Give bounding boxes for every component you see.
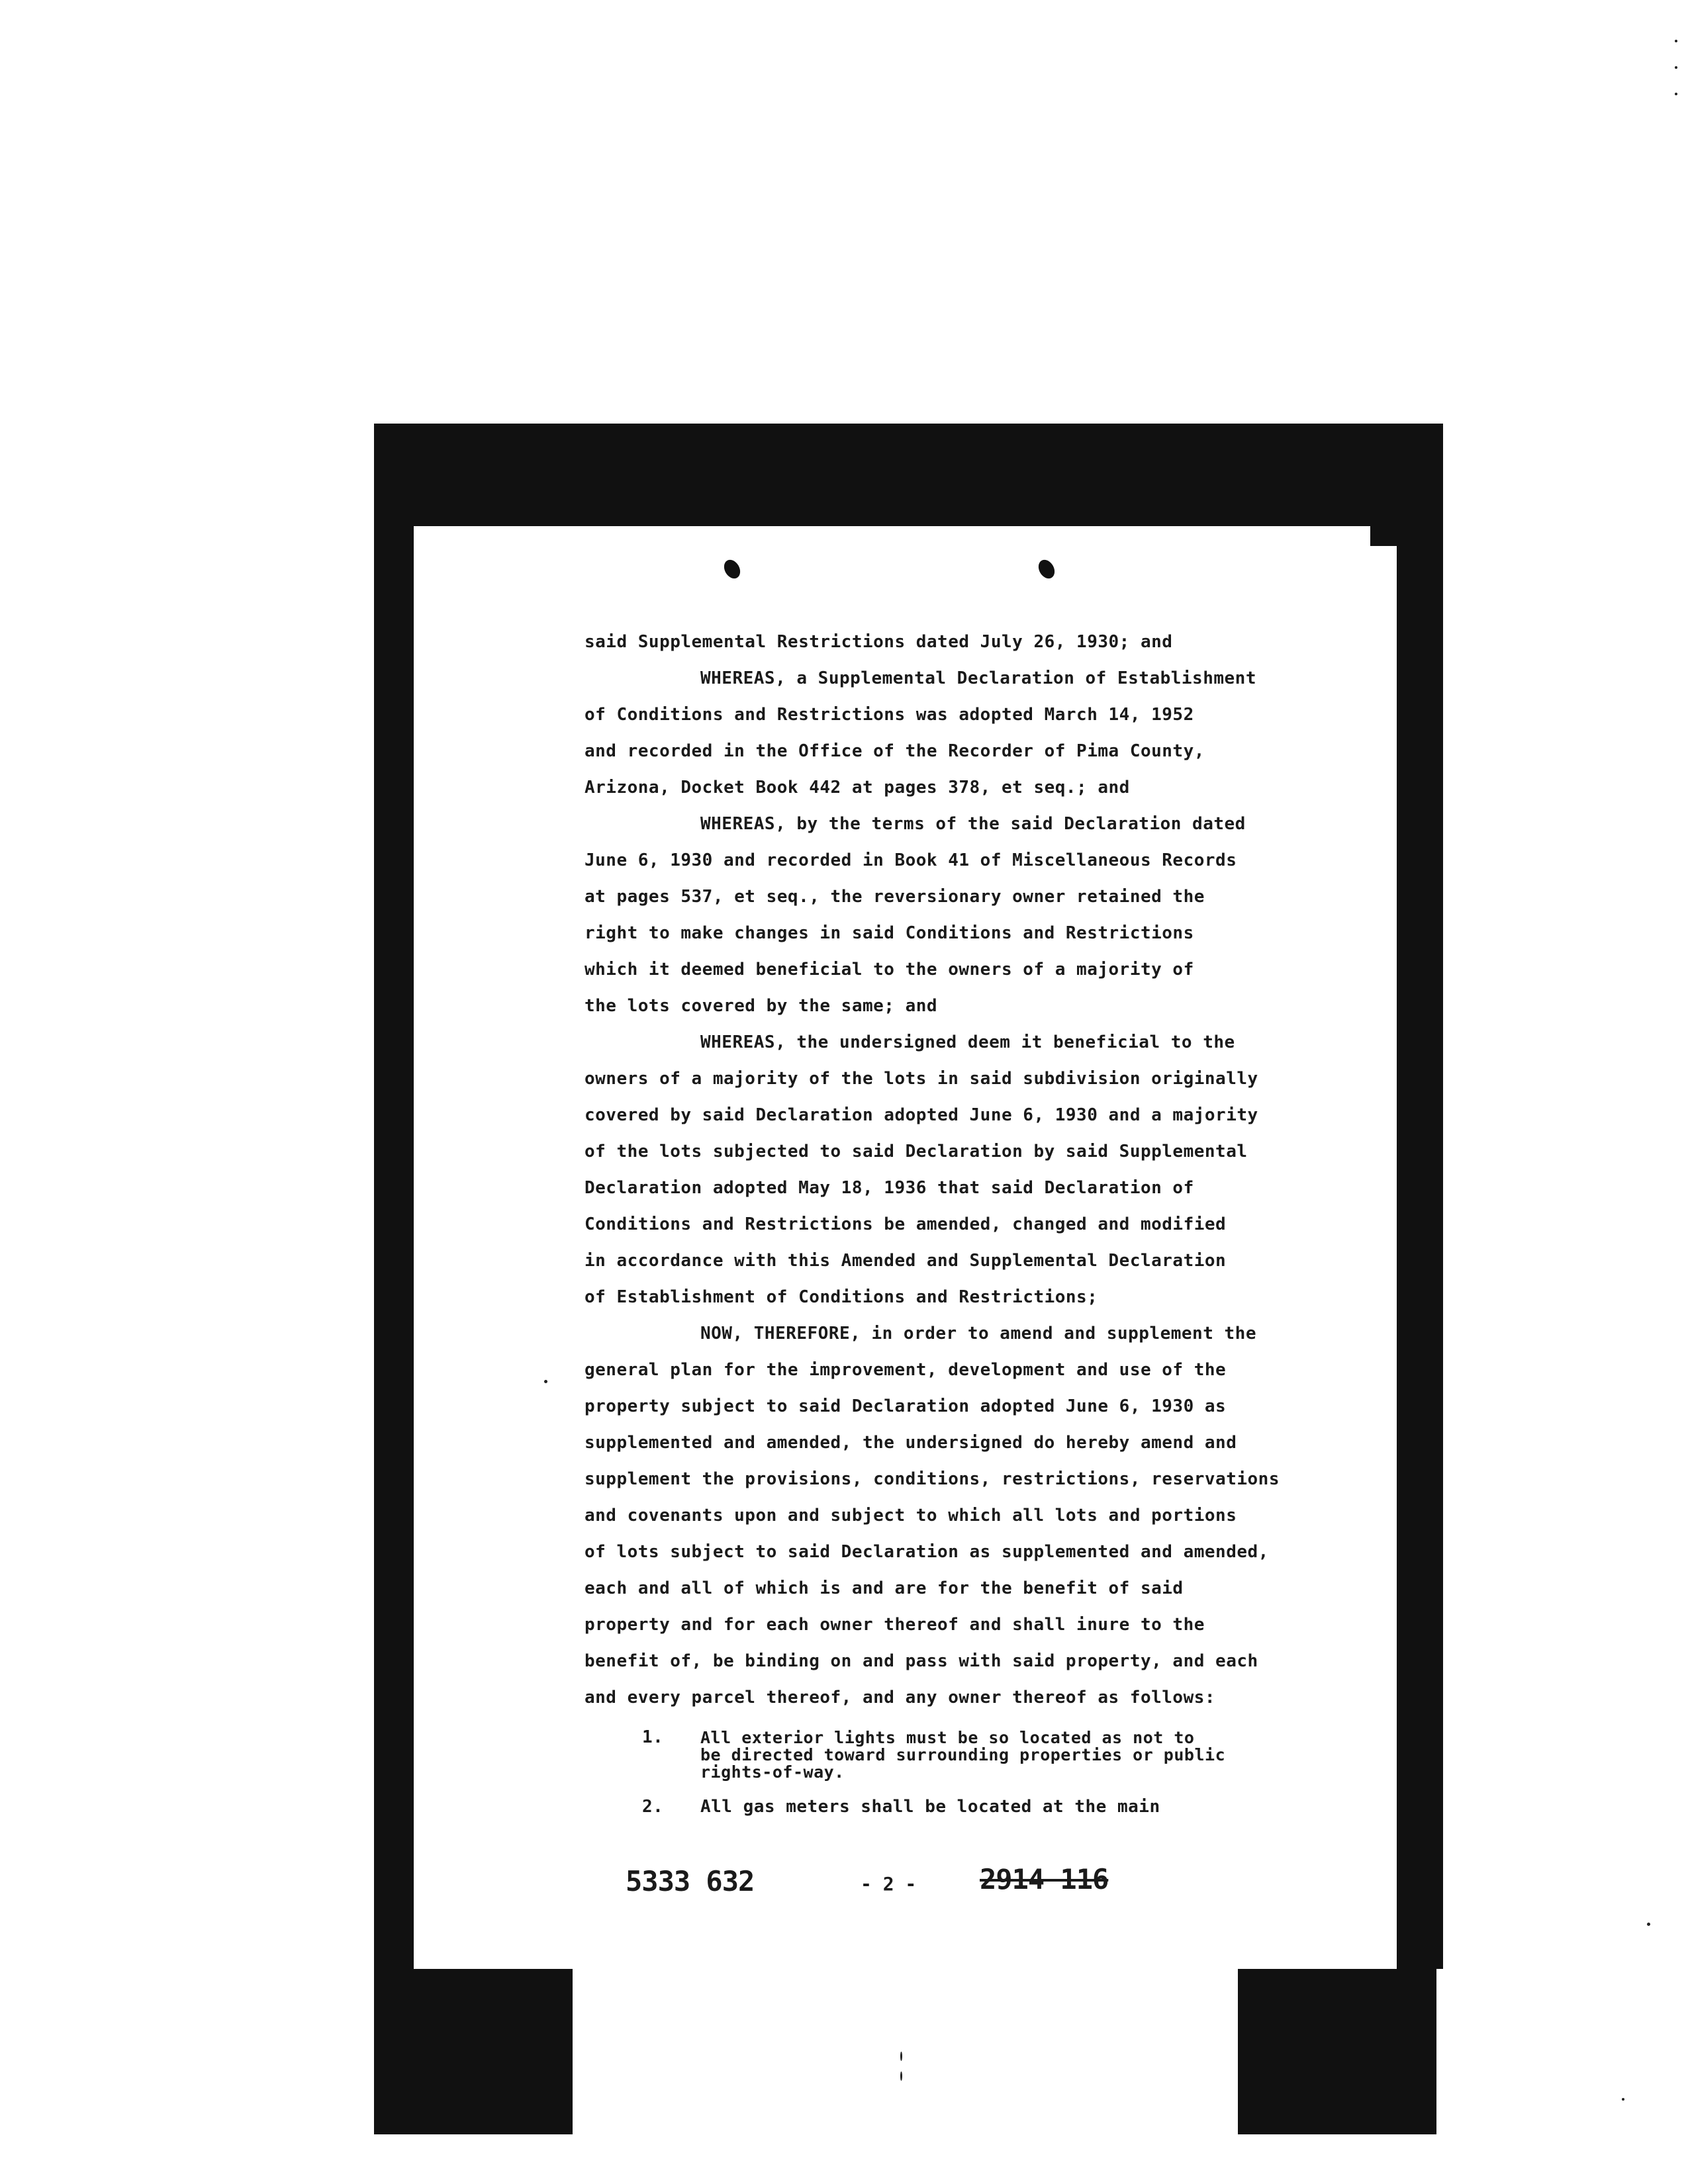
scan-border-right — [1397, 424, 1443, 1969]
text-line: and covenants upon and subject to which all lots and portions — [585, 1506, 1237, 1525]
text-line: owners of a majority of the lots in said subdivision originally — [585, 1069, 1258, 1089]
text-line: supplemented and amended, the undersigned do hereby amend and — [585, 1433, 1237, 1453]
text-line: covered by said Declaration adopted June 6, 1930 and a majority — [585, 1105, 1258, 1125]
text-line: at pages 537, et seq., the reversionary owner retained the — [585, 887, 1205, 907]
text-line: the lots covered by the same; and — [585, 996, 938, 1016]
text-line: and recorded in the Office of the Recorder of Pima County, — [585, 741, 1205, 761]
text-line: WHEREAS, by the terms of the said Declaration dated — [700, 814, 1246, 834]
text-line: benefit of, be binding on and pass with said property, and each — [585, 1651, 1258, 1671]
text-line: Conditions and Restrictions be amended, changed and modified — [585, 1214, 1227, 1234]
text-line: property and for each owner thereof and shall inure to the — [585, 1615, 1205, 1635]
text-line: each and all of which is and are for the benefit of said — [585, 1578, 1184, 1598]
text-line: Arizona, Docket Book 442 at pages 378, et seq.; and — [585, 778, 1130, 797]
recording-stamp-left: 5333 632 — [626, 1865, 755, 1897]
list-item-text: All gas meters shall be located at the main — [700, 1797, 1160, 1817]
text-line: NOW, THEREFORE, in order to amend and supplement the — [700, 1324, 1256, 1343]
text-line: of Conditions and Restrictions was adopted March 14, 1952 — [585, 705, 1194, 725]
text-line: of Establishment of Conditions and Restrictions; — [585, 1287, 1098, 1307]
scan-border-bottom-right — [1238, 1969, 1436, 2134]
text-line: said Supplemental Restrictions dated July 26, 1930; and — [585, 632, 1173, 652]
text-line: which it deemed beneficial to the owners of a majority of — [585, 960, 1194, 979]
text-line: WHEREAS, the undersigned deem it beneficial to the — [700, 1032, 1235, 1052]
text-line: general plan for the improvement, development and use of the — [585, 1360, 1227, 1380]
text-line: WHEREAS, a Supplemental Declaration of Establishment — [700, 668, 1256, 688]
list-item-text: rights-of-way. — [700, 1762, 845, 1782]
text-line: supplement the provisions, conditions, restrictions, reservations — [585, 1469, 1280, 1489]
text-line: in accordance with this Amended and Supplemental Declaration — [585, 1251, 1227, 1271]
text-line: property subject to said Declaration adopted June 6, 1930 as — [585, 1396, 1227, 1416]
text-line: of lots subject to said Declaration as supplemented and amended, — [585, 1542, 1269, 1562]
list-item-text: All exterior lights must be so located as not to — [700, 1728, 1195, 1747]
list-item-number: 2. — [642, 1797, 664, 1817]
text-line: and every parcel thereof, and any owner thereof as follows: — [585, 1688, 1216, 1707]
list-item-number: 1. — [642, 1727, 664, 1747]
text-line: Declaration adopted May 18, 1936 that said Declaration of — [585, 1178, 1194, 1198]
scan-border-bottom-left — [374, 1969, 573, 2134]
list-item-text: be directed toward surrounding properties or public — [700, 1745, 1226, 1764]
text-line: right to make changes in said Conditions and Restrictions — [585, 923, 1194, 943]
page-number: - 2 - — [861, 1873, 917, 1895]
text-line: June 6, 1930 and recorded in Book 41 of Miscellaneous Records — [585, 850, 1237, 870]
recording-stamp-right: 2914 116 — [980, 1863, 1109, 1895]
text-line: of the lots subjected to said Declaration by said Supplemental — [585, 1142, 1248, 1161]
